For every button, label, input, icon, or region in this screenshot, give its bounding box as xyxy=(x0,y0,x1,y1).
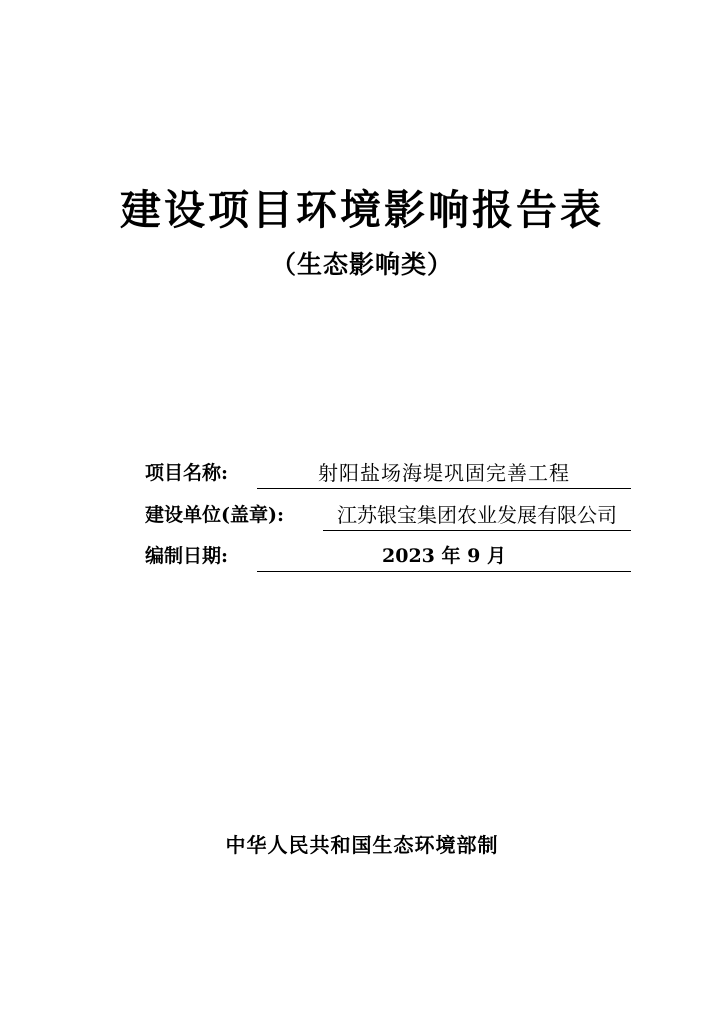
compile-date-value: 2023 年 9 月 xyxy=(257,541,631,572)
construction-unit-value: 江苏银宝集团农业发展有限公司 xyxy=(323,500,631,531)
project-name-value: 射阳盐场海堤巩固完善工程 xyxy=(257,458,631,489)
construction-unit-row xyxy=(145,500,633,539)
document-subtitle: （生态影响类） xyxy=(270,250,453,279)
issuing-authority: 中华人民共和国生态环境部制 xyxy=(225,833,499,857)
compile-date-label: 编制日期: xyxy=(145,545,229,567)
project-name-row xyxy=(145,458,633,497)
compile-date-row xyxy=(145,541,633,580)
project-name-label: 项目名称: xyxy=(145,462,229,484)
document-title: 建设项目环境影响报告表 xyxy=(120,186,604,234)
construction-unit-label: 建设单位(盖章): xyxy=(145,504,284,526)
